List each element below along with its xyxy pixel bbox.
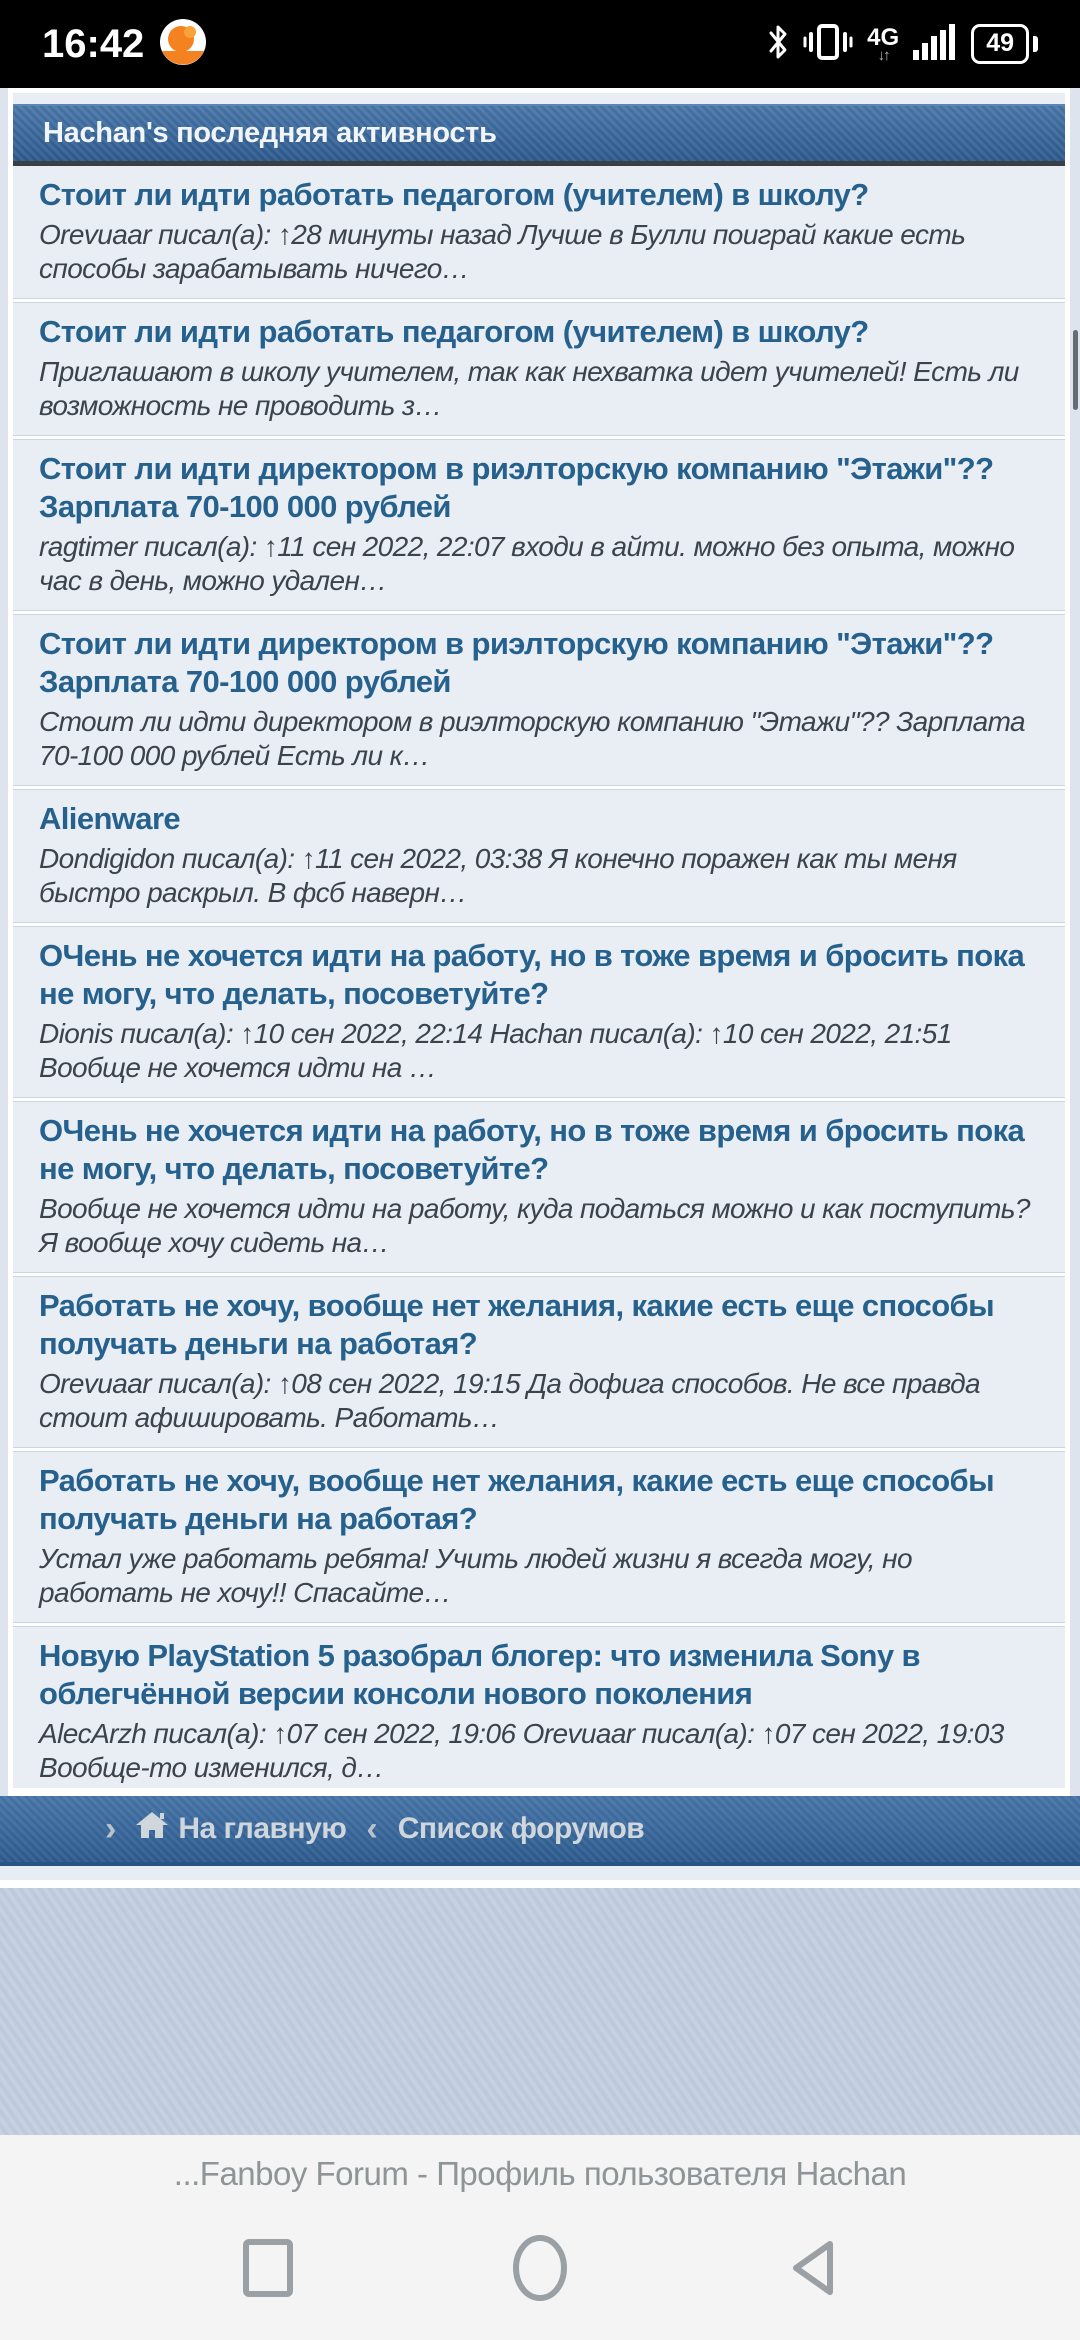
vibrate-icon xyxy=(803,20,853,69)
post-snippet: Orevuaar писал(а): ↑28 минуты назад Лучше в Булли поиграй какие есть способы зарабатывать ничего… xyxy=(39,219,966,284)
post-snippet: ragtimer писал(а): ↑11 сен 2022, 22:07 входи в айти. можно без опыта, можно час в день, можно удален… xyxy=(39,531,1015,596)
page-background-texture xyxy=(0,1888,1080,2135)
forum-list-link[interactable] xyxy=(398,1812,645,1846)
footer-light-strip xyxy=(0,1866,1080,1880)
post-snippet: AlecArzh писал(а): ↑07 сен 2022, 19:06 Orevuaar писал(а): ↑07 сен 2022, 19:03 Вообще-то изменился, д… xyxy=(39,1718,1004,1783)
topic-title-link[interactable]: ОЧень не хочется идти на работу, но в тоже время и бросить пока не могу, что делать, посоветуйте? xyxy=(39,1113,1025,1186)
signal-strength-icon xyxy=(913,24,957,65)
battery-indicator xyxy=(971,24,1029,64)
activity-list xyxy=(13,166,1065,1788)
activity-item[interactable] xyxy=(13,927,1065,1097)
activity-section-header xyxy=(13,104,1065,166)
post-snippet: Dondigidon писал(а): ↑11 сен 2022, 03:38 Я конечно поражен как ты меня быстро раскрыл. В фсб наверн… xyxy=(39,843,957,908)
topic-title-link[interactable]: Стоит ли идти работать педагогом (учителем) в школу? xyxy=(39,177,869,212)
battery-percent: 49 xyxy=(986,29,1014,58)
activity-item[interactable] xyxy=(13,1277,1065,1447)
battery-nub xyxy=(1033,36,1038,52)
topic-title-link[interactable]: Стоит ли идти директором в риэлторскую компанию "Этажи"?? Зарплата 70-100 000 рублей xyxy=(39,451,994,524)
topic-title-link[interactable]: Работать не хочу, вообще нет желания, какие есть еще способы получать деньги на работая? xyxy=(39,1463,994,1536)
chevron-left-icon: ‹ xyxy=(366,1809,378,1848)
topic-title-link[interactable]: Стоит ли идти директором в риэлторскую компанию "Этажи"?? Зарплата 70-100 000 рублей xyxy=(39,626,994,699)
home-link[interactable] xyxy=(136,1810,346,1848)
android-navigation-bar xyxy=(235,2235,845,2301)
activity-item[interactable] xyxy=(13,615,1065,785)
topic-title-link[interactable]: Работать не хочу, вообще нет желания, какие есть еще способы получать деньги на работая? xyxy=(39,1288,994,1361)
status-bar-left xyxy=(42,19,206,70)
notification-app-icon xyxy=(160,19,206,70)
activity-item[interactable] xyxy=(13,790,1065,922)
chevron-right-icon: › xyxy=(105,1809,117,1848)
recents-button[interactable] xyxy=(235,2235,301,2301)
topic-title-link[interactable]: ОЧень не хочется идти на работу, но в тоже время и бросить пока не могу, что делать, посоветуйте? xyxy=(39,938,1025,1011)
back-button[interactable] xyxy=(779,2235,845,2301)
activity-item[interactable] xyxy=(13,303,1065,435)
topic-title-link[interactable]: Стоит ли идти работать педагогом (учителем) в школу? xyxy=(39,314,869,349)
activity-item[interactable] xyxy=(13,166,1065,298)
topic-title-link[interactable]: Alienware xyxy=(39,801,181,836)
post-snippet: Приглашают в школу учителем, так как нехватка идет учителей! Есть ли возможность не проводить з… xyxy=(39,356,1019,421)
clock: 16:42 xyxy=(42,21,145,66)
footer-white-strip xyxy=(0,1880,1080,1888)
forum-list-link-label: Список форумов xyxy=(397,1812,645,1845)
status-bar-right xyxy=(767,20,1038,69)
topic-title-link[interactable]: Новую PlayStation 5 разобрал блогер: что изменила Sony в облегчённой версии консоли нового поколения xyxy=(39,1638,920,1711)
home-icon xyxy=(136,1810,168,1848)
bluetooth-icon xyxy=(767,22,789,67)
post-snippet: Стоит ли идти директором в риэлторскую компанию "Этажи"?? Зарплата 70-100 000 рублей Есть ли к… xyxy=(39,706,1025,771)
breadcrumb-bar xyxy=(0,1796,1080,1866)
home-button[interactable] xyxy=(507,2235,573,2301)
browser-bottom-panel xyxy=(0,2135,1080,2340)
post-snippet: Orevuaar писал(а): ↑08 сен 2022, 19:15 Да дофига способов. Не все правда стоит афишировать. Работать… xyxy=(39,1368,980,1433)
network-type-label: 4G xyxy=(867,23,900,51)
activity-item[interactable] xyxy=(13,440,1065,610)
browser-page-title: ...Fanboy Forum - Профиль пользователя Hachan xyxy=(173,2155,907,2192)
page-top-strip xyxy=(13,88,1065,104)
activity-section-title: Hachan's последняя активность xyxy=(43,117,497,149)
forum-page xyxy=(8,88,1070,1796)
scrollbar-thumb[interactable] xyxy=(1073,330,1078,410)
post-snippet: Устал уже работать ребята! Учить людей жизни я всегда могу, но работать не хочу!! Спасайте… xyxy=(39,1543,912,1608)
activity-item[interactable] xyxy=(13,1627,1065,1788)
post-snippet: Вообще не хочется идти на работу, куда податься можно и как поступить? Я вообще хочу сидеть на… xyxy=(39,1193,1030,1258)
status-bar xyxy=(0,0,1080,88)
home-link-label: На главную xyxy=(178,1812,347,1845)
network-type-indicator xyxy=(867,23,900,64)
activity-item[interactable] xyxy=(13,1452,1065,1622)
post-snippet: Dionis писал(а): ↑10 сен 2022, 22:14 Hachan писал(а): ↑10 сен 2022, 21:51 Вообще не хочется идти на … xyxy=(39,1018,952,1083)
activity-item[interactable] xyxy=(13,1102,1065,1272)
data-activity-arrows-icon: ↓↑ xyxy=(877,46,889,64)
